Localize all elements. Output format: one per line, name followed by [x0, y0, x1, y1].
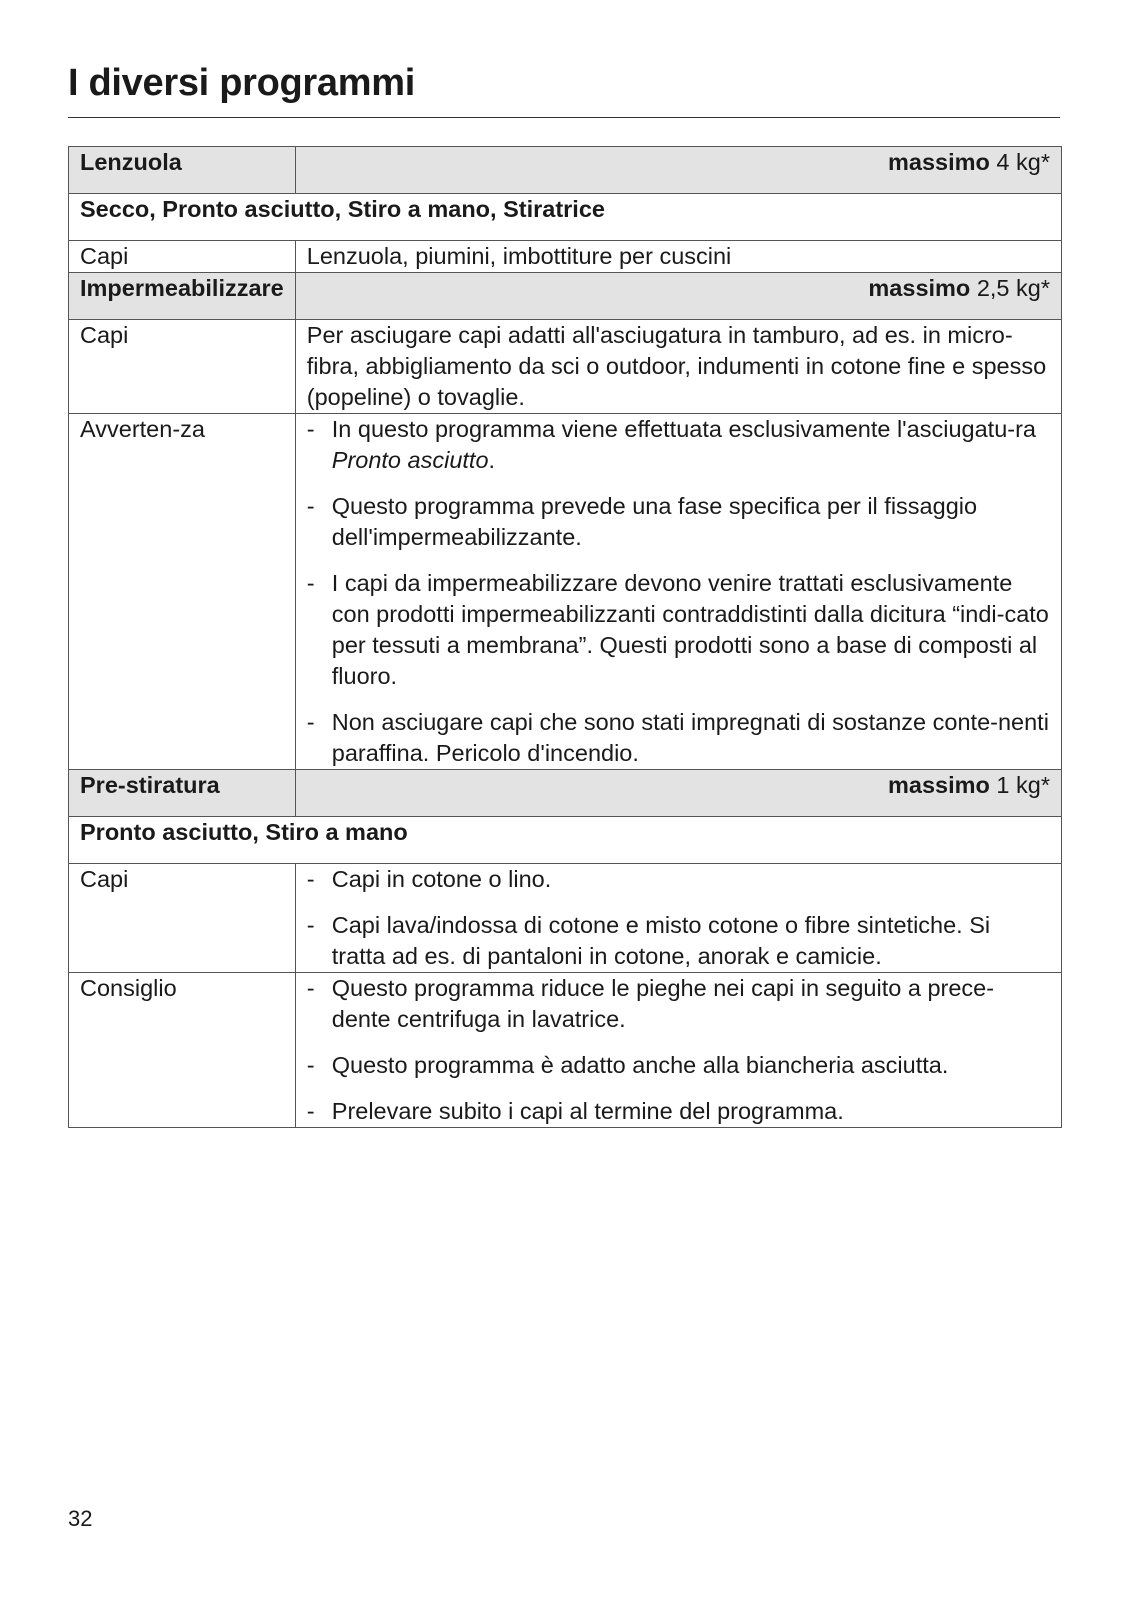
list-item: - Capi in cotone o lino.	[307, 864, 1050, 895]
levels-text: Secco, Pronto asciutto, Stiro a mano, Stiratrice	[69, 194, 1062, 241]
row-label: Capi	[69, 864, 296, 973]
list-item: - Capi lava/indossa di cotone e misto cotone o fibre sintetiche. Si tratta ad es. di pantaloni in cotone, anorak e camicie.	[307, 910, 1050, 972]
row-label: Capi	[69, 320, 296, 414]
program-level-ref: Pronto asciutto	[331, 447, 489, 473]
program-name: Pre-stiratura	[69, 770, 296, 817]
program-max-load	[295, 273, 1061, 320]
list-item	[307, 414, 1050, 476]
row-list-cell	[295, 864, 1061, 973]
tips-list	[307, 973, 1050, 1127]
row-capi-lenzuola	[69, 241, 1062, 273]
max-value: 4 kg*	[996, 149, 1050, 175]
row-capi-prestiratura	[69, 864, 1062, 973]
max-value: 1 kg*	[996, 772, 1050, 798]
program-header-impermeabilizzare	[69, 273, 1062, 320]
program-levels-lenzuola	[69, 194, 1062, 241]
row-list-cell	[295, 973, 1061, 1128]
program-header-prestiratura	[69, 770, 1062, 817]
row-text: Per asciugare capi adatti all'asciugatura in tamburo, ad es. in micro-fibra, abbigliamento da sci o outdoor, indumenti in cotone fine e spesso (popeline) o tovaglie.	[295, 320, 1061, 414]
item-text-end: .	[488, 447, 496, 473]
program-max-load	[295, 770, 1061, 817]
program-name: Impermeabilizzare	[69, 273, 296, 320]
capi-list	[307, 864, 1050, 972]
max-label: massimo	[868, 275, 971, 301]
title-divider	[68, 117, 1060, 118]
list-item: - I capi da impermeabilizzare devono venire trattati esclusivamente con prodotti impermeabilizzanti contraddistinti dalla dicitura “indi-cato per tessuti a membrana”. Questi prodotti sono a base di composti al fluoro.	[307, 568, 1050, 692]
program-levels-prestiratura	[69, 817, 1062, 864]
levels-text: Pronto asciutto, Stiro a mano	[69, 817, 1062, 864]
item-text: In questo programma viene effettuata esclusivamente l'asciugatu-ra	[331, 416, 1036, 442]
row-capi-impermeabilizzare	[69, 320, 1062, 414]
row-label: Capi	[69, 241, 296, 273]
program-name: Lenzuola	[69, 147, 296, 194]
programs-table	[68, 146, 1062, 1128]
program-header-lenzuola	[69, 147, 1062, 194]
max-label: massimo	[888, 149, 990, 175]
page-title: I diversi programmi	[68, 62, 415, 104]
row-list-cell	[295, 414, 1061, 770]
program-max-load	[295, 147, 1061, 194]
row-label: Avverten-za	[69, 414, 296, 770]
list-item: - Questo programma riduce le pieghe nei capi in seguito a prece-dente centrifuga in lavatrice.	[307, 973, 1050, 1035]
row-avvertenza-impermeabilizzare	[69, 414, 1062, 770]
max-label: massimo	[888, 772, 990, 798]
max-value: 2,5 kg*	[976, 275, 1050, 301]
row-consiglio-prestiratura	[69, 973, 1062, 1128]
warning-list	[307, 414, 1050, 769]
list-item: - Non asciugare capi che sono stati impregnati di sostanze conte-nenti paraffina. Pericolo d'incendio.	[307, 707, 1050, 769]
row-label: Consiglio	[69, 973, 296, 1128]
page-number: 32	[68, 1506, 93, 1531]
list-item: - Questo programma è adatto anche alla biancheria asciutta.	[307, 1050, 1050, 1081]
row-text: Lenzuola, piumini, imbottiture per cuscini	[295, 241, 1061, 273]
list-item: - Questo programma prevede una fase specifica per il fissaggio dell'impermeabilizzante.	[307, 491, 1050, 553]
list-item: - Prelevare subito i capi al termine del programma.	[307, 1096, 1050, 1127]
